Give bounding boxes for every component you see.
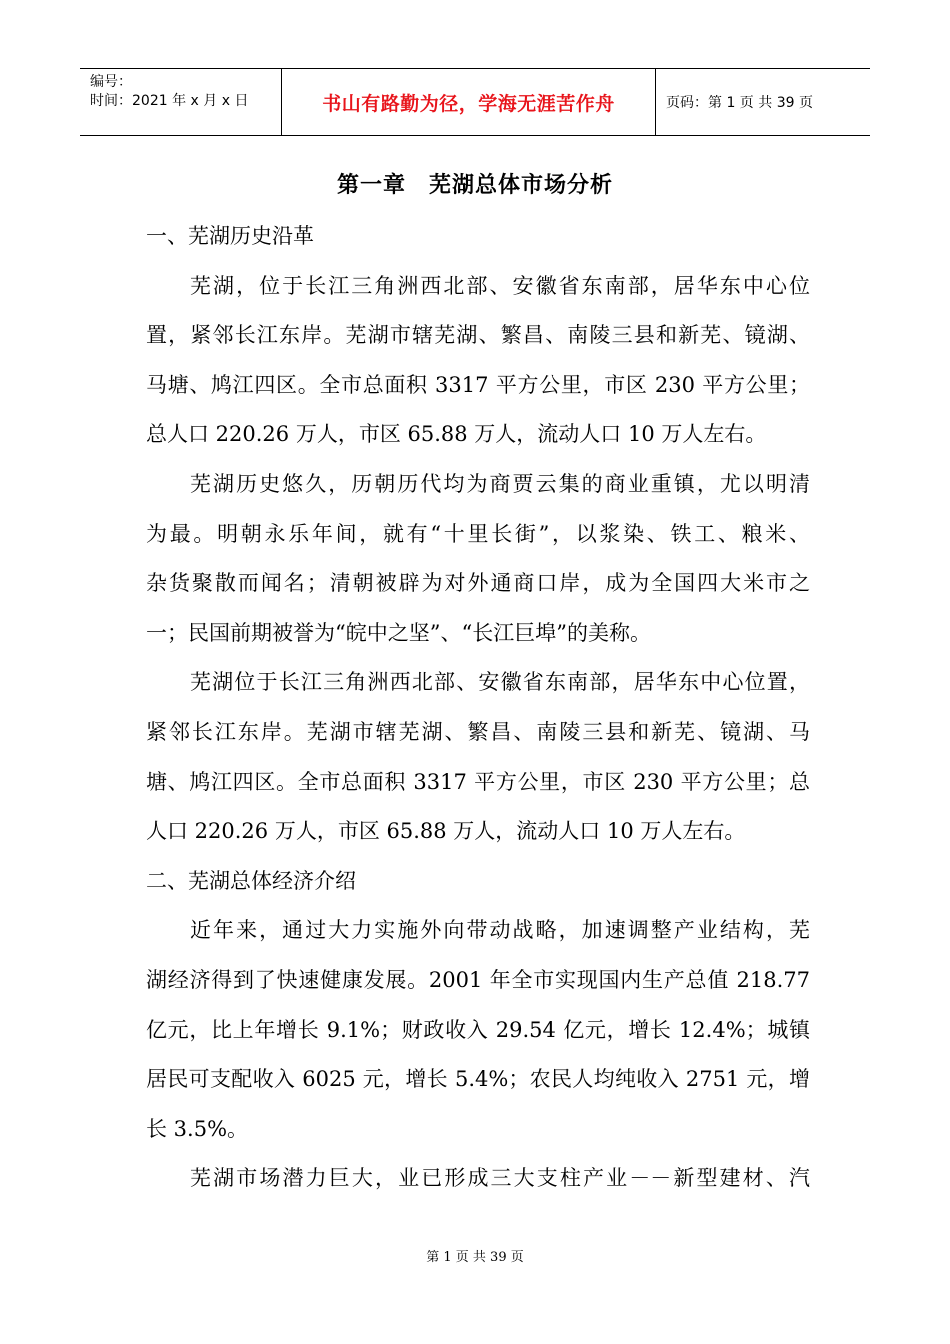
header-motto: 书山有路勤为径，学海无涯苦作舟 bbox=[322, 92, 615, 115]
section-heading: 二、芜湖总体经济介绍 bbox=[146, 868, 356, 893]
text-line: 置，紧邻长江东岸。芜湖市辖芜湖、繁昌、南陵三县和新芜、镜湖、 bbox=[146, 323, 810, 348]
header-page-cell bbox=[656, 69, 870, 135]
time-label: 时间：2021 年 x 月 x 日 bbox=[90, 93, 249, 109]
text-line: 杂货聚散而闻名；清朝被辟为对外通商口岸，成为全国四大米市之 bbox=[146, 571, 810, 596]
text-line: 芜湖位于长江三角洲西北部、安徽省东南部，居华东中心位置， bbox=[190, 670, 810, 695]
text-line: 芜湖市场潜力巨大，业已形成三大支柱产业－－新型建材、汽 bbox=[190, 1166, 810, 1191]
text-line: 长 3.5%。 bbox=[146, 1116, 249, 1141]
text-line: 紧邻长江东岸。芜湖市辖芜湖、繁昌、南陵三县和新芜、镜湖、马 bbox=[146, 719, 810, 744]
header-motto-cell bbox=[282, 69, 656, 135]
text-line: 芜湖历史悠久，历朝历代均为商贾云集的商业重镇，尤以明清 bbox=[190, 471, 810, 496]
header-meta-cell bbox=[80, 69, 282, 135]
text-line: 居民可支配收入 6025 元，增长 5.4%；农民人均纯收入 2751 元，增 bbox=[146, 1067, 810, 1092]
document-body bbox=[146, 212, 810, 1204]
page-footer: 第 1 页 共 39 页 bbox=[426, 1250, 524, 1265]
number-label: 编号： bbox=[90, 74, 132, 90]
text-line: 芜湖，位于长江三角洲西北部、安徽省东南部，居华东中心位 bbox=[190, 273, 810, 298]
text-line: 为最。明朝永乐年间，就有“十里长街”，以浆染、铁工、粮米、 bbox=[146, 521, 810, 546]
text-line: 总人口 220.26 万人，市区 65.88 万人，流动人口 10 万人左右。 bbox=[146, 422, 767, 447]
text-line: 马塘、鸠江四区。全市总面积 3317 平方公里，市区 230 平方公里； bbox=[146, 372, 810, 397]
text-line: 亿元，比上年增长 9.1%；财政收入 29.54 亿元，增长 12.4%；城镇 bbox=[146, 1017, 810, 1042]
text-line: 一；民国前期被誉为“皖中之坚”、“长江巨埠”的美称。 bbox=[146, 620, 651, 645]
text-line: 近年来，通过大力实施外向带动战略，加速调整产业结构，芜 bbox=[190, 918, 810, 943]
text-line: 人口 220.26 万人，市区 65.88 万人，流动人口 10 万人左右。 bbox=[146, 819, 746, 844]
text-line: 湖经济得到了快速健康发展。2001 年全市实现国内生产总值 218.77 bbox=[146, 967, 810, 992]
document-header bbox=[80, 68, 870, 136]
chapter-title: 第一章 芜湖总体市场分析 bbox=[336, 173, 613, 198]
header-page-info: 页码：第 1 页 共 39 页 bbox=[666, 95, 813, 111]
section-heading: 一、芜湖历史沿革 bbox=[146, 224, 314, 248]
text-line: 塘、鸠江四区。全市总面积 3317 平方公里，市区 230 平方公里；总 bbox=[146, 769, 810, 794]
